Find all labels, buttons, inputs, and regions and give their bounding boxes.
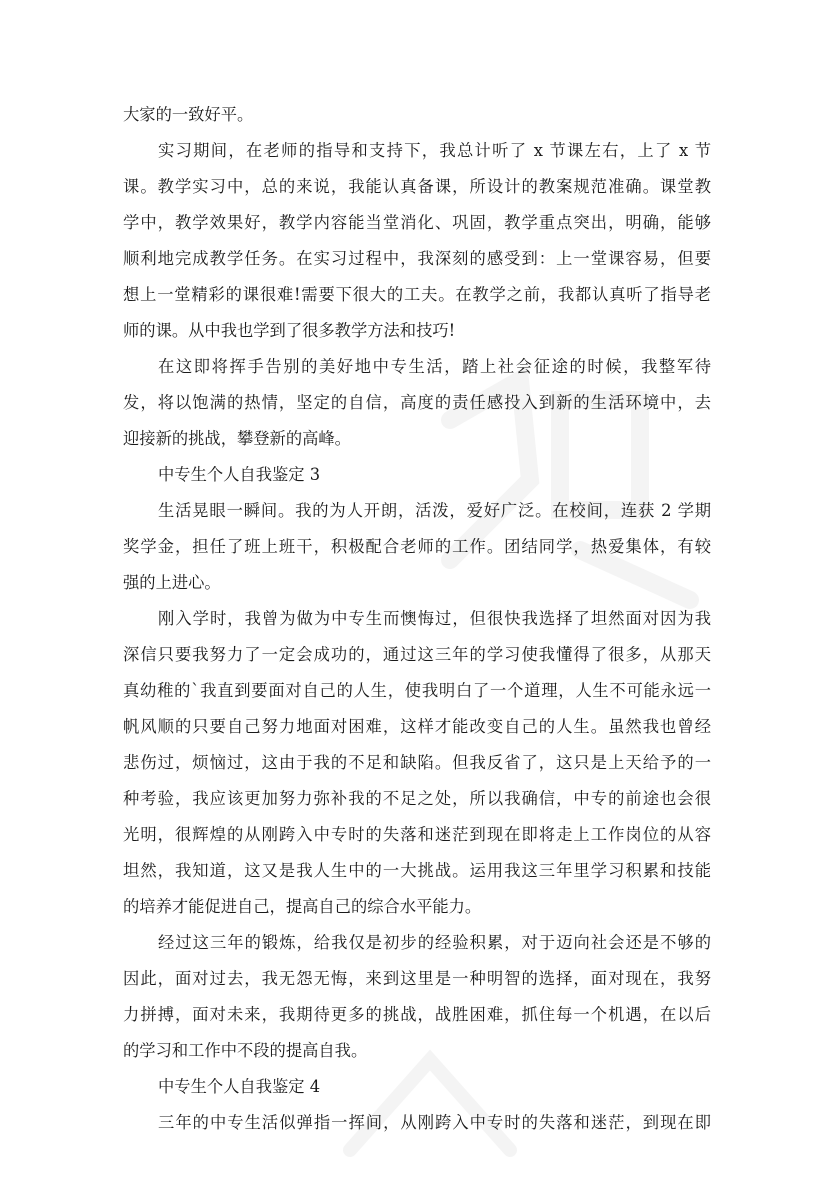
text-line: 生活晃眼一瞬间。我的为人开朗，活泼，爱好广泛。在校间，连获 2 学期 [158, 501, 711, 520]
text-line: 想上一堂精彩的课很难!需要下很大的工夫。在教学之前，我都认真听了指导老 [123, 285, 711, 304]
text-line: 三年的中专生活似弹指一挥间，从刚跨入中专时的失落和迷茫，到现在即 [158, 1113, 711, 1132]
text-line: 因此，面对过去，我无怨无悔，来到这里是一种明智的选择，面对现在，我努 [123, 969, 711, 988]
text-line: 光明，很辉煌的从刚跨入中专时的失落和迷茫到现在即将走上工作岗位的从容 [123, 825, 711, 844]
text-line: 在这即将挥手告别的美好地中专生活，踏上社会征途的时候，我整军待 [158, 357, 711, 376]
text-line: 坦然，我知道，这又是我人生中的一大挑战。运用我这三年里学习积累和技能 [123, 861, 711, 880]
text-line: 奖学金，担任了班上班干，积极配合老师的工作。团结同学，热爱集体，有较 [123, 537, 711, 556]
text-line: 刚入学时，我曾为做为中专生而懊悔过，但很快我选择了坦然面对因为我 [158, 609, 711, 628]
text-line: 实习期间，在老师的指导和支持下，我总计听了 x 节课左右，上了 x 节 [158, 141, 711, 160]
text-line: 大家的一致好平。 [123, 105, 254, 124]
text-line: 种考验，我应该更加努力弥补我的不足之处，所以我确信，中专的前途也会很 [123, 789, 711, 808]
text-line: 的培养才能促进自己，提高自己的综合水平能力。 [123, 897, 482, 916]
text-line: 发，将以饱满的热情，坚定的自信，高度的责任感投入到新的生活环境中，去 [123, 393, 711, 412]
text-line: 深信只要我努力了一定会成功的，通过这三年的学习使我懂得了很多，从那天 [123, 645, 711, 664]
text-line: 帆风顺的只要自己努力地面对困难，这样才能改变自己的人生。虽然我也曾经 [123, 717, 711, 736]
text-line: 强的上进心。 [123, 573, 221, 592]
text-line: 迎接新的挑战，攀登新的高峰。 [123, 429, 351, 448]
section-heading: 中专生个人自我鉴定 4 [158, 1077, 321, 1096]
section-heading: 中专生个人自我鉴定 3 [158, 465, 321, 484]
text-line: 顺利地完成教学任务。在实习过程中，我深刻的感受到：上一堂课容易，但要 [123, 249, 711, 268]
text-line: 真幼稚的`我直到要面对自己的人生，使我明白了一个道理，人生不可能永远一 [123, 681, 711, 700]
text-line: 师的课。从中我也学到了很多教学方法和技巧! [123, 321, 456, 340]
text-line: 悲伤过，烦恼过，这由于我的不足和缺陷。但我反省了，这只是上天给予的一 [123, 753, 711, 772]
text-line: 的学习和工作中不段的提高自我。 [123, 1041, 368, 1060]
text-line: 学中，教学效果好，教学内容能当堂消化、巩固，教学重点突出，明确，能够 [123, 213, 711, 232]
text-line: 力拼搏，面对未来，我期待更多的挑战，战胜困难，抓住每一个机遇，在以后 [123, 1005, 711, 1024]
document-page [123, 97, 711, 1141]
text-line: 课。教学实习中，总的来说，我能认真备课，所设计的教案规范准确。课堂教 [123, 177, 711, 196]
text-line: 经过这三年的锻炼，给我仅是初步的经验积累，对于迈向社会还是不够的 [158, 933, 711, 952]
